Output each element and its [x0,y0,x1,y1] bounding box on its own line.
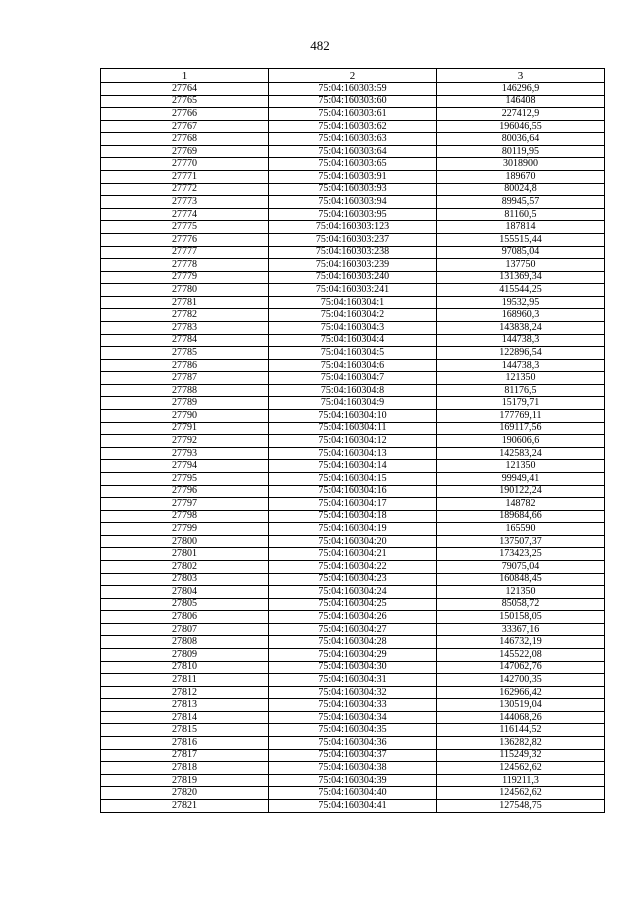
row-number-cell: 27783 [101,321,269,334]
table-row [101,120,605,133]
cadastral-number-cell: 75:04:160304:40 [269,787,437,800]
value-cell: 79075,04 [437,560,605,573]
cadastral-number-cell: 75:04:160304:37 [269,749,437,762]
cadastral-number-cell: 75:04:160303:65 [269,158,437,171]
table-row [101,611,605,624]
cadastral-number-cell: 75:04:160304:39 [269,774,437,787]
cadastral-number-cell: 75:04:160304:22 [269,560,437,573]
table-row [101,347,605,360]
cadastral-number-cell: 75:04:160304:12 [269,435,437,448]
row-number-cell: 27798 [101,510,269,523]
row-number-cell: 27809 [101,649,269,662]
row-number-cell: 27796 [101,485,269,498]
cadastral-number-cell: 75:04:160304:30 [269,661,437,674]
cadastral-number-cell: 75:04:160303:59 [269,83,437,96]
cadastral-number-cell: 75:04:160304:14 [269,460,437,473]
table-row [101,498,605,511]
row-number-cell: 27784 [101,334,269,347]
value-cell: 142700,35 [437,674,605,687]
table-row [101,762,605,775]
table-row [101,359,605,372]
row-number-cell: 27769 [101,145,269,158]
value-cell: 19532,95 [437,296,605,309]
row-number-cell: 27817 [101,749,269,762]
cadastral-number-cell: 75:04:160304:31 [269,674,437,687]
cadastral-number-cell: 75:04:160304:35 [269,724,437,737]
table-row [101,749,605,762]
value-cell: 115249,32 [437,749,605,762]
value-cell: 124562,62 [437,787,605,800]
row-number-cell: 27818 [101,762,269,775]
row-number-cell: 27810 [101,661,269,674]
value-cell: 130519,04 [437,699,605,712]
table-row [101,447,605,460]
table-row [101,271,605,284]
row-number-cell: 27806 [101,611,269,624]
table-row [101,171,605,184]
table-row [101,384,605,397]
table-row [101,259,605,272]
table-row [101,321,605,334]
row-number-cell: 27770 [101,158,269,171]
value-cell: 148782 [437,498,605,511]
row-number-cell: 27800 [101,535,269,548]
cadastral-number-cell: 75:04:160304:11 [269,422,437,435]
table-row [101,145,605,158]
row-number-cell: 27765 [101,95,269,108]
cadastral-number-cell: 75:04:160303:94 [269,196,437,209]
value-cell: 144738,3 [437,334,605,347]
table-row [101,422,605,435]
cadastral-number-cell: 75:04:160304:13 [269,447,437,460]
cadastral-number-cell: 75:04:160304:26 [269,611,437,624]
table-row [101,510,605,523]
cadastral-number-cell: 75:04:160304:20 [269,535,437,548]
cadastral-number-cell: 75:04:160304:21 [269,548,437,561]
table-row [101,724,605,737]
table-row [101,410,605,423]
value-cell: 162966,42 [437,686,605,699]
row-number-cell: 27767 [101,120,269,133]
table-row [101,674,605,687]
table-body [101,83,605,813]
table-row [101,233,605,246]
value-cell: 99949,41 [437,472,605,485]
cadastral-number-cell: 75:04:160303:61 [269,108,437,121]
value-cell: 121350 [437,460,605,473]
value-cell: 80036,64 [437,133,605,146]
value-cell: 169117,56 [437,422,605,435]
table-row [101,636,605,649]
value-cell: 144068,26 [437,711,605,724]
column-header: 3 [437,69,605,83]
cadastral-number-cell: 75:04:160303:60 [269,95,437,108]
cadastral-number-cell: 75:04:160303:238 [269,246,437,259]
cadastral-number-cell: 75:04:160303:64 [269,145,437,158]
table-row [101,598,605,611]
cadastral-number-cell: 75:04:160304:33 [269,699,437,712]
row-number-cell: 27803 [101,573,269,586]
row-number-cell: 27776 [101,233,269,246]
table-row [101,284,605,297]
value-cell: 160848,45 [437,573,605,586]
value-cell: 146296,9 [437,83,605,96]
row-number-cell: 27813 [101,699,269,712]
row-number-cell: 27777 [101,246,269,259]
cadastral-number-cell: 75:04:160304:8 [269,384,437,397]
value-cell: 189684,66 [437,510,605,523]
table-row [101,586,605,599]
cadastral-number-cell: 75:04:160304:18 [269,510,437,523]
value-cell: 165590 [437,523,605,536]
value-cell: 97085,04 [437,246,605,259]
cadastral-number-cell: 75:04:160303:95 [269,208,437,221]
value-cell: 89945,57 [437,196,605,209]
value-cell: 147062,76 [437,661,605,674]
value-cell: 168960,3 [437,309,605,322]
cadastral-number-cell: 75:04:160304:34 [269,711,437,724]
value-cell: 119211,3 [437,774,605,787]
row-number-cell: 27764 [101,83,269,96]
row-number-cell: 27775 [101,221,269,234]
cadastral-number-cell: 75:04:160304:17 [269,498,437,511]
value-cell: 177769,11 [437,410,605,423]
table-row [101,183,605,196]
row-number-cell: 27819 [101,774,269,787]
table-row [101,711,605,724]
cadastral-number-cell: 75:04:160304:27 [269,623,437,636]
row-number-cell: 27787 [101,372,269,385]
cadastral-number-cell: 75:04:160304:10 [269,410,437,423]
row-number-cell: 27804 [101,586,269,599]
row-number-cell: 27802 [101,560,269,573]
value-cell: 131369,34 [437,271,605,284]
value-cell: 15179,71 [437,397,605,410]
value-cell: 137750 [437,259,605,272]
value-cell: 124562,62 [437,762,605,775]
value-cell: 116144,52 [437,724,605,737]
table-row [101,737,605,750]
value-cell: 150158,05 [437,611,605,624]
table-row [101,661,605,674]
table-row [101,221,605,234]
cadastral-number-cell: 75:04:160304:5 [269,347,437,360]
column-header: 1 [101,69,269,83]
table-row [101,686,605,699]
cadastral-number-cell: 75:04:160304:9 [269,397,437,410]
value-cell: 189670 [437,171,605,184]
row-number-cell: 27785 [101,347,269,360]
table-row [101,95,605,108]
value-cell: 137507,37 [437,535,605,548]
row-number-cell: 27789 [101,397,269,410]
value-cell: 196046,55 [437,120,605,133]
cadastral-number-cell: 75:04:160304:23 [269,573,437,586]
table-row [101,309,605,322]
row-number-cell: 27773 [101,196,269,209]
row-number-cell: 27778 [101,259,269,272]
cadastral-number-cell: 75:04:160303:241 [269,284,437,297]
cadastral-number-cell: 75:04:160304:24 [269,586,437,599]
row-number-cell: 27814 [101,711,269,724]
row-number-cell: 27808 [101,636,269,649]
table-row [101,208,605,221]
table-row [101,573,605,586]
cadastral-number-cell: 75:04:160304:16 [269,485,437,498]
cadastral-number-cell: 75:04:160304:36 [269,737,437,750]
value-cell: 187814 [437,221,605,234]
value-cell: 136282,82 [437,737,605,750]
row-number-cell: 27794 [101,460,269,473]
cadastral-number-cell: 75:04:160304:32 [269,686,437,699]
table-row [101,133,605,146]
value-cell: 80119,95 [437,145,605,158]
row-number-cell: 27792 [101,435,269,448]
cadastral-number-cell: 75:04:160303:91 [269,171,437,184]
row-number-cell: 27790 [101,410,269,423]
table-row [101,108,605,121]
row-number-cell: 27791 [101,422,269,435]
row-number-cell: 27799 [101,523,269,536]
column-header: 2 [269,69,437,83]
value-cell: 80024,8 [437,183,605,196]
cadastral-number-cell: 75:04:160304:1 [269,296,437,309]
value-cell: 227412,9 [437,108,605,121]
table-row [101,623,605,636]
table-row [101,158,605,171]
table-row [101,246,605,259]
value-cell: 3018900 [437,158,605,171]
row-number-cell: 27779 [101,271,269,284]
row-number-cell: 27774 [101,208,269,221]
cadastral-number-cell: 75:04:160304:38 [269,762,437,775]
cadastral-number-cell: 75:04:160303:93 [269,183,437,196]
row-number-cell: 27797 [101,498,269,511]
page-number: 482 [310,38,330,53]
table-row [101,83,605,96]
cadastral-number-cell: 75:04:160304:19 [269,523,437,536]
row-number-cell: 27812 [101,686,269,699]
data-table [100,68,605,813]
cadastral-number-cell: 75:04:160303:123 [269,221,437,234]
table-row [101,485,605,498]
cadastral-number-cell: 75:04:160303:240 [269,271,437,284]
value-cell: 33367,16 [437,623,605,636]
cadastral-number-cell: 75:04:160304:28 [269,636,437,649]
table-row [101,523,605,536]
table-row [101,699,605,712]
table-row [101,535,605,548]
table-row [101,799,605,812]
cadastral-number-cell: 75:04:160303:62 [269,120,437,133]
row-number-cell: 27811 [101,674,269,687]
table-row [101,460,605,473]
row-number-cell: 27782 [101,309,269,322]
row-number-cell: 27793 [101,447,269,460]
value-cell: 155515,44 [437,233,605,246]
cadastral-number-cell: 75:04:160303:63 [269,133,437,146]
table-row [101,334,605,347]
table-row [101,560,605,573]
row-number-cell: 27786 [101,359,269,372]
table-row [101,372,605,385]
table-row [101,774,605,787]
cadastral-number-cell: 75:04:160303:237 [269,233,437,246]
table-row [101,435,605,448]
value-cell: 415544,25 [437,284,605,297]
cadastral-number-cell: 75:04:160303:239 [269,259,437,272]
table-row [101,472,605,485]
table-row [101,787,605,800]
value-cell: 122896,54 [437,347,605,360]
value-cell: 146408 [437,95,605,108]
row-number-cell: 27805 [101,598,269,611]
value-cell: 145522,08 [437,649,605,662]
cadastral-number-cell: 75:04:160304:41 [269,799,437,812]
row-number-cell: 27820 [101,787,269,800]
cadastral-number-cell: 75:04:160304:29 [269,649,437,662]
row-number-cell: 27821 [101,799,269,812]
table-row [101,649,605,662]
table-header-row [101,69,605,83]
row-number-cell: 27815 [101,724,269,737]
cadastral-number-cell: 75:04:160304:2 [269,309,437,322]
value-cell: 190606,6 [437,435,605,448]
cadastral-number-cell: 75:04:160304:4 [269,334,437,347]
value-cell: 81176,5 [437,384,605,397]
value-cell: 81160,5 [437,208,605,221]
value-cell: 121350 [437,372,605,385]
row-number-cell: 27768 [101,133,269,146]
row-number-cell: 27780 [101,284,269,297]
cadastral-number-cell: 75:04:160304:15 [269,472,437,485]
value-cell: 190122,24 [437,485,605,498]
table-row [101,296,605,309]
row-number-cell: 27772 [101,183,269,196]
value-cell: 144738,3 [437,359,605,372]
cadastral-number-cell: 75:04:160304:6 [269,359,437,372]
value-cell: 173423,25 [437,548,605,561]
table-row [101,548,605,561]
row-number-cell: 27788 [101,384,269,397]
cadastral-number-cell: 75:04:160304:7 [269,372,437,385]
cadastral-number-cell: 75:04:160304:25 [269,598,437,611]
row-number-cell: 27795 [101,472,269,485]
value-cell: 142583,24 [437,447,605,460]
row-number-cell: 27816 [101,737,269,750]
value-cell: 85058,72 [437,598,605,611]
value-cell: 143838,24 [437,321,605,334]
value-cell: 121350 [437,586,605,599]
row-number-cell: 27781 [101,296,269,309]
table-row [101,196,605,209]
row-number-cell: 27771 [101,171,269,184]
cadastral-number-cell: 75:04:160304:3 [269,321,437,334]
row-number-cell: 27807 [101,623,269,636]
value-cell: 146732,19 [437,636,605,649]
row-number-cell: 27801 [101,548,269,561]
table-row [101,397,605,410]
row-number-cell: 27766 [101,108,269,121]
value-cell: 127548,75 [437,799,605,812]
